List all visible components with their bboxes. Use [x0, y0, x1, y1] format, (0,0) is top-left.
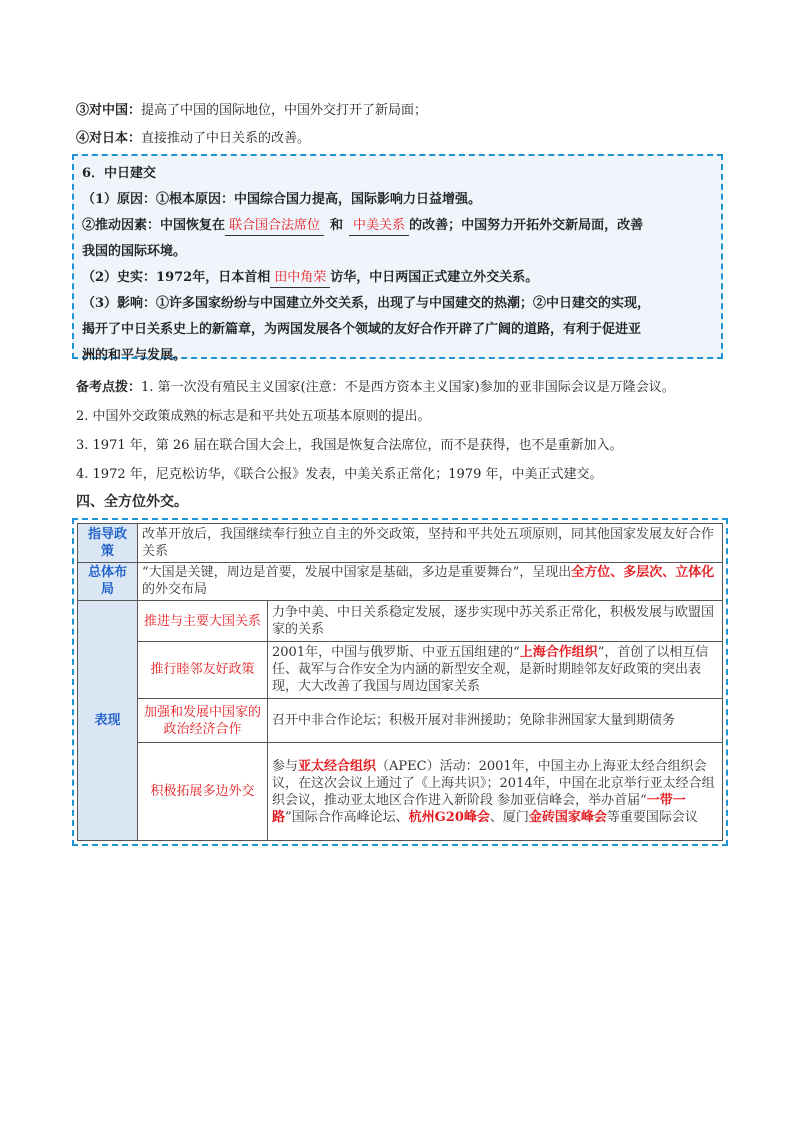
tips-line-3: 3. 1971 年，第 26 届在联合国大会上，我国是恢复合法席位，而不是获得，也不是重新加入。: [76, 438, 623, 453]
box-fact: [82, 265, 713, 291]
text-multi-e: 等重要国际会议: [606, 809, 698, 825]
box-factor-a: ②推动因素：中国恢复在: [82, 218, 226, 233]
table-row: [78, 641, 723, 698]
box-blank-un-seat: 联合国合法席位: [225, 217, 324, 236]
policy-head: 指导政策: [78, 524, 138, 563]
box-fact-a: （2）史实：1972年，日本首相: [82, 270, 271, 285]
text-developing: 召开中非合作论坛；积极开展对非洲援助；免除非洲国家大量到期债务: [268, 698, 723, 743]
tips-line-2: 2. 中国外交政策成熟的标志是和平共处五项基本原则的提出。: [76, 409, 431, 424]
diplomacy-table: [77, 523, 723, 841]
intro-japan-label: ④对日本：: [76, 131, 142, 146]
layout-text-a: “大国是关键，周边是首要，发展中国家是基础，多边是重要舞台”，呈现出: [142, 565, 572, 581]
table-row: [78, 698, 723, 743]
sub-developing: 加强和发展中国家的政治经济合作: [138, 698, 268, 743]
diplomacy-table-box: [72, 518, 728, 846]
intro-line-china: [76, 99, 427, 118]
box-cause: （1）原因：①根本原因：中国综合国力提高，国际影响力日益增强。: [82, 192, 482, 207]
tips-label: 备考点拨：: [76, 380, 142, 395]
box-impact-3: 洲的和平与发展。: [82, 348, 187, 363]
sino-japan-box: [72, 154, 723, 363]
intro-china-label: ③对中国：: [76, 103, 142, 118]
box-blank-tanaka: 田中角荣: [270, 269, 330, 288]
box-blank-sino-us: 中美关系: [349, 217, 409, 236]
table-row: [78, 743, 723, 841]
text-major-powers: 力争中美、中日关系稳定发展，逐步实现中苏关系正常化，积极发展与欧盟国家的关系: [268, 601, 723, 642]
layout-text: [138, 562, 723, 601]
text-neighbors-red: 上海合作组织: [519, 645, 598, 661]
text-multi-b: （APEC）活动：2001年，中国主办上海亚太经合组织会议，在这次会议上通过了《上海共识》；2014年，中国在北京举行亚太经合组织会议，推动亚太地区合作进入新阶段 参加亚信峰会，举办首届“: [272, 758, 715, 808]
text-multi-red3: 杭州G20峰会: [408, 809, 490, 825]
intro-china-text: 提高了中国的国际地位，中国外交打开了新局面；: [141, 103, 428, 118]
text-neighbors-b: ”，首创了以相互信任、裁军与合作安全为内涵的新型安全观，是新时期睦邻友好政策的突出表现，大大改善了我国与周边国家关系: [272, 645, 709, 695]
box-factor-and: 和: [330, 218, 344, 233]
intro-japan-text: 直接推动了中日关系的改善。: [141, 131, 311, 146]
box-factor: [82, 213, 713, 239]
box-fact-b: 访华，中日两国正式建立外交关系。: [330, 270, 539, 285]
performance-head: 表现: [78, 601, 138, 841]
tips-1: 1. 第一次没有殖民主义国家(注意：不是西方资本主义国家)参加的亚非国际会议是万隆会议。: [141, 380, 675, 395]
layout-text-red: 全方位、多层次、立体化: [571, 565, 715, 581]
box-impact-2: 揭开了中日关系史上的新篇章，为两国发展各个领域的友好合作开辟了广阔的道路，有利于促进亚: [82, 322, 642, 337]
sub-multilateral: 积极拓展多边外交: [138, 743, 268, 841]
layout-text-b: 的外交布局: [142, 582, 208, 598]
table-row: [78, 562, 723, 601]
box-impact-1: （3）影响：①许多国家纷纷与中国建立外交关系，出现了与中国建交的热潮；②中日建交的实现，: [82, 296, 651, 311]
intro-line-japan: [76, 127, 310, 146]
policy-text: 改革开放后，我国继续奉行独立自主的外交政策，坚持和平共处五项原则，同其他国家发展友好合作关系: [138, 524, 723, 563]
layout-head: 总体布局: [78, 562, 138, 601]
sub-major-powers: 推进与主要大国关系: [138, 601, 268, 642]
text-multi-red: 亚太经合组织: [298, 758, 377, 774]
text-multi-c: ”国际合作高峰论坛、: [285, 809, 409, 825]
table-row: [78, 524, 723, 563]
section-4-title: 四、全方位外交。: [76, 494, 188, 510]
text-multi-d: 、厦门: [489, 809, 529, 825]
box-title: 6．中日建交: [82, 166, 157, 181]
sub-neighbors: 推行睦邻友好政策: [138, 641, 268, 698]
text-multilateral: [268, 743, 723, 841]
table-row: [78, 601, 723, 642]
box-factor-c: 的改善；中国努力开拓外交新局面，改善: [409, 218, 644, 233]
text-multi-a: 参与: [272, 758, 299, 774]
tips-line-1: [76, 376, 675, 395]
text-multi-red2: 一带一路: [272, 792, 686, 825]
box-factor-cont: 我国的国际环境。: [82, 244, 187, 259]
text-multi-red4: 金砖国家峰会: [528, 809, 607, 825]
tips-line-4: 4. 1972 年，尼克松访华，《联合公报》发表，中美关系正常化；1979 年，中美正式建交。: [76, 467, 603, 482]
text-neighbors: [268, 641, 723, 698]
text-neighbors-a: 2001年，中国与俄罗斯、中亚五国组建的“: [272, 645, 520, 661]
